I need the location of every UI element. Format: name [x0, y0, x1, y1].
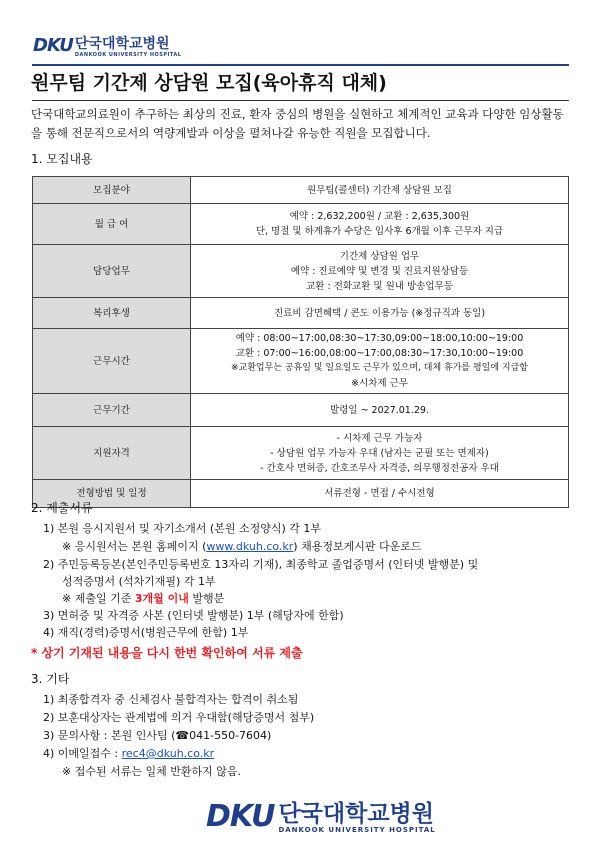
email-label: 4) 이메일접수 :	[43, 747, 122, 760]
value-line: 원무팀(콜센터) 기간제 상담원 모집	[307, 184, 452, 196]
table-row	[33, 177, 569, 204]
logo-mark: DKU	[33, 35, 73, 56]
logo-name-eng: DANKOOK UNIVERSITY HOSPITAL	[278, 826, 436, 834]
value-line: 단, 명절 및 하계휴가 수당은 입사후 6개월 이후 근무자 지급	[255, 226, 504, 237]
value-line: 기간제 상담원 업무	[339, 250, 420, 262]
table-row	[33, 394, 569, 427]
misc-item-3: 3) 문의사항 : 본원 인사팀 (☎041-550-7604)	[43, 729, 272, 742]
value-line: 서류전형 - 면접 / 수시전형	[324, 488, 435, 499]
row-label: 지원자격	[33, 427, 191, 480]
value-line: 예약 : 08:00~17:00,08:30~17:30,09:00~18:00,10:00~19:00	[235, 333, 524, 344]
table-row	[33, 298, 569, 329]
misc-item-2: 2) 보훈대상자는 관계법에 의거 우대함(해당증명서 첨부)	[43, 711, 315, 724]
table-row	[33, 245, 569, 298]
value-line: 예약 : 2,632,200원 / 교환 : 2,635,300원	[289, 211, 470, 222]
docs-item-4: 4) 재직(경력)증명서(병원근무에 한함) 1부	[43, 626, 249, 639]
recruitment-table	[32, 176, 569, 508]
row-value	[191, 245, 569, 298]
highlight-text: 3개월 이내	[134, 592, 189, 605]
value-line: ※시차제 근무	[351, 378, 408, 389]
logo-text	[75, 37, 182, 58]
table-row	[33, 329, 569, 394]
docs-item-2-line1: 2) 주민등록등본(본인주민등록번호 13자리 기재), 최종학교 졸업증명서 (인터넷 발행분) 및	[43, 558, 479, 571]
header-rule	[32, 64, 569, 66]
row-value	[191, 394, 569, 427]
logo-name-kor: 단국대학교병원	[74, 36, 170, 52]
page-title: 원무팀 기간제 상담원 모집(육아휴직 대체)	[31, 72, 387, 94]
notice-text: * 상기 기재된 내용을 다시 한번 확인하여 서류 제출	[31, 646, 303, 660]
value-line: 교환 : 07:00~16:00,08:00~17:00,08:30~17:30,10:00~19:00	[235, 348, 524, 359]
value-line: - 간호사 면허증, 간호조무사 자격증, 의무행정전공자 우대	[260, 462, 499, 474]
homepage-link[interactable]: www.dkuh.co.kr	[206, 540, 294, 553]
row-label: 전형방법 및 일정	[33, 480, 191, 508]
row-value	[191, 204, 569, 245]
row-value	[191, 177, 569, 204]
value-line: 교환 : 전화교환 및 원내 방송업무등	[306, 280, 453, 292]
row-label: 월 급 여	[33, 204, 191, 245]
section2-heading: 2. 제출서류	[31, 501, 93, 515]
value-line: 발령일 ~ 2027.01.29.	[330, 404, 429, 416]
table-row	[33, 204, 569, 245]
row-label: 복리후생	[33, 298, 191, 329]
value-line: - 상담원 업무 가능자 우대 (남자는 군필 또는 면제자)	[270, 447, 489, 459]
email-link[interactable]: rec4@dkuh.co.kr	[121, 747, 215, 760]
docs-item-2-line2: 성적증명서 (석차기재필) 각 1부	[62, 575, 216, 588]
row-label: 담당업무	[33, 245, 191, 298]
hospital-logo-bottom	[206, 799, 436, 834]
title-rule	[32, 100, 569, 101]
row-value	[191, 427, 569, 480]
docs-item-1-note	[62, 539, 421, 554]
logo-name-eng: DANKOOK UNIVERSITY HOSPITAL	[74, 52, 182, 58]
misc-item-4	[43, 746, 214, 761]
table-row	[33, 480, 569, 508]
intro-paragraph: 단국대학교의료원이 추구하는 최상의 진료, 환자 중심의 병원을 실현하고 체계적인 교육과 다양한 임상활동을 통해 전문직으로서의 역량계발과 이상을 펼쳐나갈 유능한 직원을 모집합니다.	[31, 107, 564, 140]
section1-heading: 1. 모집내용	[31, 152, 93, 166]
hospital-logo-top	[33, 37, 181, 58]
docs-item-2-note	[62, 591, 224, 606]
row-value	[191, 480, 569, 508]
value-line: - 시차제 근무 가능자	[336, 432, 423, 444]
note-text: ※ 응시원서는 본원 홈페이지 (	[62, 540, 207, 553]
logo-text	[278, 802, 435, 834]
row-label: 모집분야	[33, 177, 191, 204]
value-line: 예약 : 진료예약 및 변경 및 진료지원상담등	[290, 265, 469, 277]
row-label: 근무시간	[33, 329, 191, 394]
row-value	[191, 298, 569, 329]
docs-item-1: 1) 본원 응시지원서 및 자기소개서 (본원 소정양식) 각 1부	[43, 522, 321, 535]
note-text: 발행분	[188, 592, 225, 605]
logo-mark: DKU	[206, 799, 275, 834]
misc-item-1: 1) 최종합격자 중 신체검사 불합격자는 합격이 취소됨	[43, 693, 299, 706]
logo-name-kor: 단국대학교병원	[278, 801, 434, 827]
row-value	[191, 329, 569, 394]
note-text: ) 채용정보게시판 다운로드	[293, 540, 422, 553]
docs-item-3: 3) 면허증 및 자격증 사본 (인터넷 발행분) 1부 (해당자에 한함)	[43, 609, 344, 622]
value-line: 진료비 감면혜택 / 콘도 이용가능 (※정규직과 동일)	[273, 307, 486, 319]
misc-item-5: ※ 접수된 서류는 일체 반환하지 않음.	[62, 765, 241, 778]
section3-heading: 3. 기타	[31, 672, 70, 686]
table-row	[33, 427, 569, 480]
value-line: ※교환업무는 공휴일 및 일요일도 근무가 있으며, 대체 휴가를 평일에 지급함	[231, 363, 528, 373]
note-text: ※ 제출일 기준	[62, 592, 135, 605]
row-label: 근무기간	[33, 394, 191, 427]
